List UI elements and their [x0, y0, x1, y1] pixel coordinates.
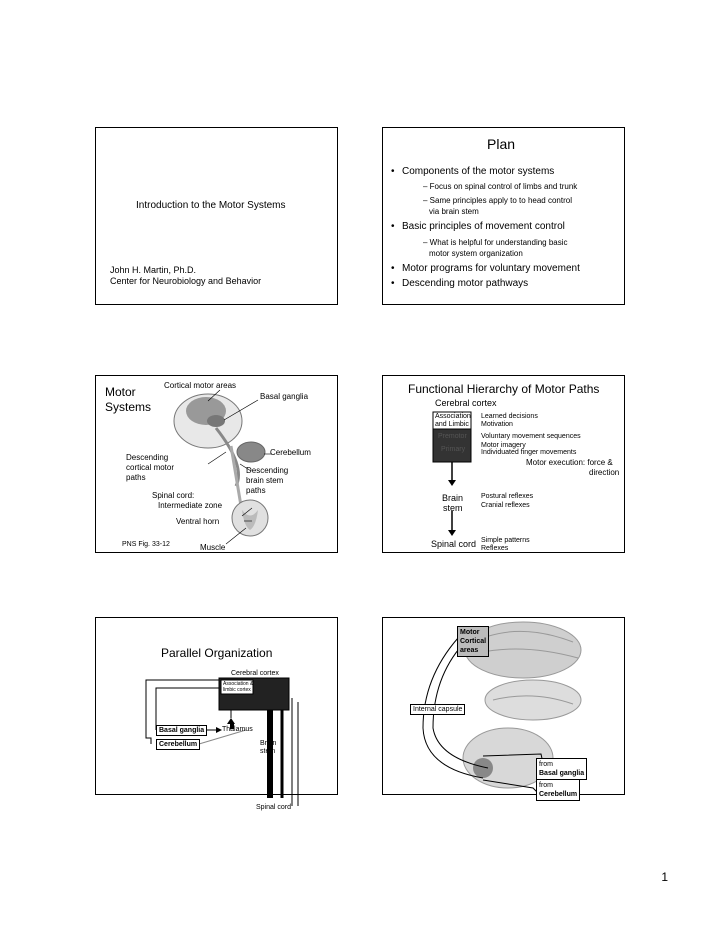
internal-capsule-label: Internal capsule [410, 704, 465, 715]
label-basal-ganglia: Basal ganglia [260, 392, 309, 401]
medial-brain [485, 680, 581, 720]
bullet-icon: • [391, 278, 395, 289]
basal-ganglia-region [207, 415, 225, 427]
label-motor-execution: Motor execution: force & [526, 458, 613, 467]
label-limbic-cortex: limbic cortex [223, 687, 251, 693]
slide-title: Functional Hierarchy of Motor Paths [408, 382, 600, 396]
label-motivation: Motivation [481, 421, 513, 428]
from-label: from [539, 761, 553, 768]
label-voluntary: Voluntary movement sequences [481, 433, 581, 440]
bullet-text: Components of the motor systems [402, 166, 555, 177]
label-stem: stem [443, 503, 463, 513]
label-learned: Learned decisions [481, 413, 538, 420]
basal-ganglia-label: Basal ganglia [539, 770, 585, 777]
figure-reference: PNS Fig. 33-12 [122, 541, 170, 548]
areas-label: areas [460, 647, 479, 654]
label-premotor: Premotor [438, 433, 467, 440]
parallel-diagram [96, 618, 339, 796]
slide-intro [95, 127, 338, 305]
label-muscle: Muscle [200, 543, 226, 552]
label-cerebellum: Cerebellum [270, 448, 311, 457]
sub-bullet: – Same principles apply to to head control [423, 196, 572, 205]
label-thalamus: Thalamus [222, 726, 253, 733]
slide-parallel-organization [95, 617, 338, 811]
cerebellum-region [237, 442, 265, 462]
label-association: Association [435, 413, 471, 420]
bullet-text: Basic principles of movement control [402, 221, 565, 232]
label-spinal-cord: Spinal cord [256, 804, 292, 811]
label-spinal-cord: Spinal cord [431, 539, 477, 549]
basal-ganglia-section [473, 758, 493, 778]
label-brain: Brain [442, 493, 464, 503]
bullet-icon: • [391, 263, 395, 274]
sub-bullet: motor system organization [429, 249, 523, 258]
label-descending-cortical: cortical motor [126, 463, 175, 472]
author-affiliation: Center for Neurobiology and Behavior [110, 276, 262, 286]
bullet-item [391, 166, 555, 177]
label-postural: Postural reflexes [481, 493, 534, 500]
label-ventral-horn: Ventral horn [176, 517, 220, 526]
bullet-item [391, 221, 565, 232]
bullet-item [391, 263, 580, 274]
label-motor-execution-2: direction [589, 468, 620, 477]
label-cerebral-cortex: Cerebral cortex [435, 398, 497, 408]
label-simple: Simple patterns [481, 537, 530, 544]
cerebellum-box: Cerebellum [156, 739, 200, 750]
label-reflexes: Reflexes [481, 545, 509, 552]
label-cerebral-cortex: Cerebral cortex [231, 670, 279, 677]
basal-ganglia-box: Basal ganglia [156, 725, 207, 736]
label-and-limbic: and Limbic [435, 421, 469, 428]
label-stem: stem [260, 748, 276, 755]
label-descending-brainstem: paths [246, 486, 266, 495]
cortical-label: Cortical [460, 638, 487, 645]
bullet-icon: • [391, 221, 395, 232]
slide-motor-pathways [382, 617, 625, 798]
slide-title: Introduction to the Motor Systems [136, 200, 286, 211]
slide-title: Parallel Organization [161, 646, 273, 660]
slide-functional-hierarchy [382, 375, 625, 553]
label-imagery: Motor imagery [481, 442, 526, 449]
from-label: from [539, 782, 553, 789]
sub-bullet: via brain stem [429, 207, 479, 216]
motor-cortical-areas-label [457, 626, 489, 657]
label-brain: Brain [260, 740, 277, 747]
sub-bullet: – What is helpful for understanding basic [423, 238, 568, 247]
label-descending-cortical: paths [126, 473, 146, 482]
from-basal-ganglia-label [536, 758, 587, 780]
label-descending-brainstem: Descending [246, 466, 289, 475]
bullet-text: Descending motor pathways [402, 278, 529, 289]
label-descending-brainstem: brain stem [246, 476, 284, 485]
label-individuated: Individuated finger movements [481, 449, 577, 456]
page-number: 1 [661, 870, 668, 884]
label-intermediate-zone: Intermediate zone [158, 501, 223, 510]
bullet-item [391, 278, 529, 289]
bullet-icon: • [391, 166, 395, 177]
author-name: John H. Martin, Ph.D. [110, 265, 197, 275]
from-cerebellum-label [536, 779, 580, 801]
label-descending-cortical: Descending [126, 453, 169, 462]
sub-bullet: – Focus on spinal control of limbs and trunk [423, 182, 578, 191]
cortex-loop [156, 688, 219, 730]
label-primary: Primary [441, 446, 466, 453]
label-cranial: Cranial reflexes [481, 502, 530, 509]
label-association: Association & [223, 681, 254, 687]
cerebellum-label: Cerebellum [539, 791, 578, 798]
label-spinal-cord: Spinal cord: [152, 491, 195, 500]
bullet-text: Motor programs for voluntary movement [402, 263, 580, 274]
slide-title: Plan [487, 136, 516, 152]
slide-title-line2: Systems [105, 400, 152, 414]
label-cortical-motor-areas: Cortical motor areas [164, 381, 237, 390]
slide-title: Motor [105, 385, 136, 399]
slide-motor-systems [95, 375, 338, 553]
motor-label: Motor [460, 629, 480, 636]
slide-plan [382, 127, 625, 305]
